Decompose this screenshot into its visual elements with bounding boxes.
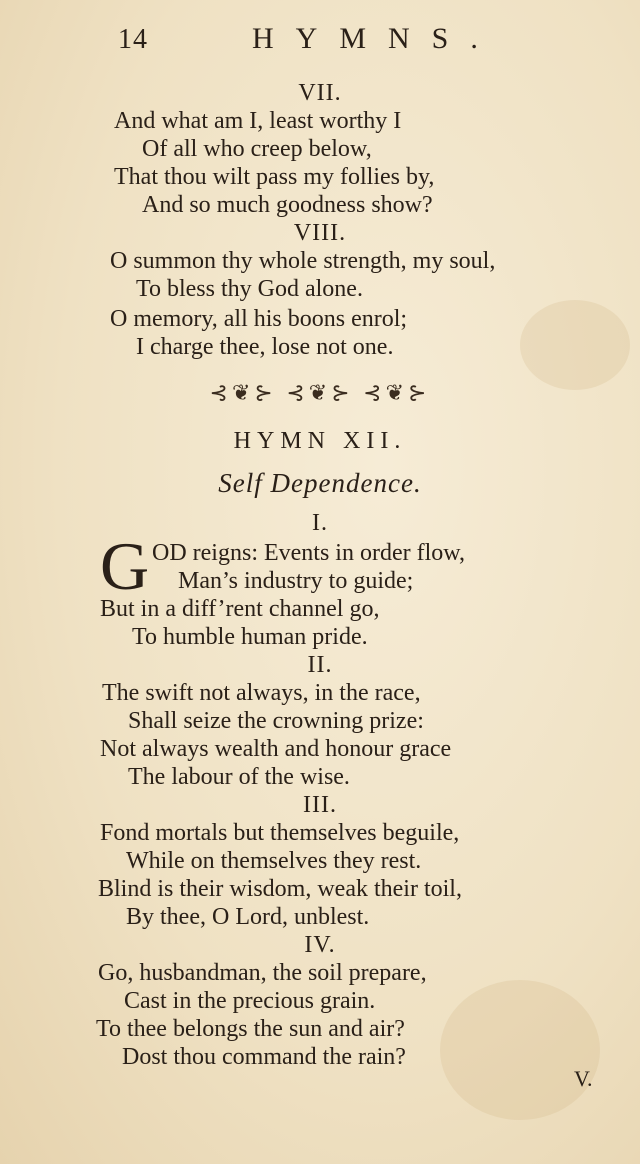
verse-line: That thou wilt pass my follies by, — [114, 164, 435, 190]
printer-ornament: ⊰❦⊱ ⊰❦⊱ ⊰❦⊱ — [209, 380, 431, 405]
verse-line: Go, husbandman, the soil prepare, — [98, 960, 427, 986]
verse-line: Dost thou command the rain? — [122, 1044, 406, 1070]
stanza-numeral: IV. — [304, 932, 336, 958]
verse-line: And what am I, least worthy I — [114, 108, 402, 134]
hymn-subtitle: Self Dependence. — [218, 468, 422, 498]
verse-line: To thee belongs the sun and air? — [96, 1016, 405, 1042]
verse-line: Man’s industry to guide; — [178, 568, 414, 594]
drop-cap: G — [100, 528, 150, 604]
verse-line: Fond mortals but themselves beguile, — [100, 820, 460, 846]
stanza-numeral: VII. — [298, 80, 342, 106]
verse-line: Cast in the precious grain. — [124, 988, 376, 1014]
verse-line: By thee, O Lord, unblest. — [126, 904, 370, 930]
stanza-numeral: II. — [307, 652, 333, 678]
verse-line: While on themselves they rest. — [126, 848, 422, 874]
stanza-numeral: III. — [303, 792, 337, 818]
verse-line: OD reigns: Events in order flow, — [152, 540, 466, 566]
verse-line: To humble human pride. — [132, 624, 368, 650]
verse-line: The labour of the wise. — [128, 764, 350, 790]
hymn-title: HYMN XII. — [233, 428, 407, 454]
stanza-numeral: VIII. — [293, 220, 347, 246]
verse-line: And so much goodness show? — [142, 192, 433, 218]
running-title: HYMNS. — [252, 22, 500, 55]
stanza-numeral: I. — [312, 510, 328, 536]
verse-line: I charge thee, lose not one. — [136, 334, 394, 360]
verse-line: Blind is their wisdom, weak their toil, — [98, 876, 462, 902]
verse-line: The swift not always, in the race, — [102, 680, 421, 706]
paper-stain — [520, 300, 630, 390]
page-number: 14 — [118, 24, 148, 55]
verse-line: Not always wealth and honour grace — [100, 736, 452, 762]
verse-line: To bless thy God alone. — [136, 276, 363, 302]
paper-stain — [440, 980, 600, 1120]
verse-line: But in a diff’rent channel go, — [100, 596, 380, 622]
verse-line: O summon thy whole strength, my soul, — [110, 248, 496, 274]
catchword: V. — [574, 1066, 593, 1091]
verse-line: Of all who creep below, — [142, 136, 372, 162]
verse-line: O memory, all his boons enrol; — [110, 306, 408, 332]
verse-line: Shall seize the crowning prize: — [128, 708, 424, 734]
